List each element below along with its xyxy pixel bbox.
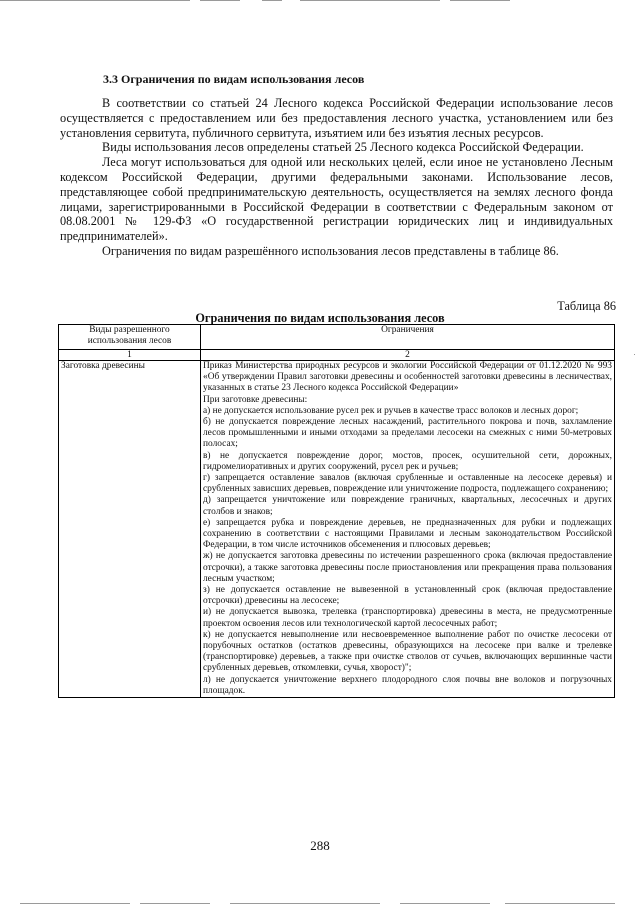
use-type-cell: Заготовка древесины xyxy=(59,361,201,698)
paragraph: Леса могут использоваться для одной или нескольких целей, если иное не установлено Лесным кодексом Российской Федерации, другими федеральными законами. Использование лесов, представляющее собой предпринимательскую деятельность, осуществляется на землях лесного фонда лицами, зарегистрированными в Российской Федерации в соответствии с Федеральным законом от 08.08.2001 № 129-ФЗ «О государственной регистрации юридических лиц и индивидуальных предпринимателей». xyxy=(60,155,613,244)
restriction-item: Приказ Министерства природных ресурсов и экологии Российской Федерации от 01.12.2020 № 993 «Об утверждении Правил заготовки древесины и особенностей заготовки древесины в лесничествах, указанных в статье 23 Лесного кодекса Российской Федерации» xyxy=(203,361,612,394)
paragraph: Виды использования лесов определены статьей 25 Лесного кодекса Российской Федерации. xyxy=(102,140,584,155)
restriction-item: ж) не допускается заготовка древесины по истечении разрешенного срока (включая предоставление отсрочки), а также заготовка древесины после приостановления или прекращения права пользования лесным участком; xyxy=(203,551,612,584)
table-row xyxy=(59,361,615,698)
table-title: Ограничения по видам использования лесов xyxy=(195,311,445,325)
column-number: 2 xyxy=(201,350,615,361)
restriction-item: к) не допускается невыполнение или несвоевременное выполнение работ по очистке лесосеки от порубочных остатков (остатков древесины, образующихся на лесосеке при валке и трелевке (транспортировке) деревьев, а также при очистке стволов от сучьев, включающих вершинные части срубленных деревьев, откомлевки, сучья, хворост)"; xyxy=(203,629,612,674)
restriction-item: г) запрещается оставление завалов (включая срубленные и оставленные на лесосеке деревья) и срубленных зависших деревьев, повреждение или уничтожение подроста, подлежащего сохранению; xyxy=(203,473,612,495)
table-header-row xyxy=(59,325,615,350)
restriction-item: а) не допускается использование русел рек и ручьев в качестве трасс волоков и лесных дорог; xyxy=(203,405,579,416)
restriction-item: и) не допускается вывозка, трелевка (транспортировка) древесины в места, не предусмотренные проектом освоения лесов или технологической картой лесосечных работ; xyxy=(203,607,612,629)
restriction-item: д) запрещается уничтожение или повреждение граничных, квартальных, лесосечных и других столбов и знаков; xyxy=(203,495,612,517)
restriction-item: в) не допускается повреждение дорог, мостов, просек, осушительной сети, дорожных, гидромелиоративных и других сооружений, русел рек и ручьев; xyxy=(203,450,612,472)
paragraph: Ограничения по видам разрешённого использования лесов представлены в таблице 86. xyxy=(102,243,559,258)
table-number-label: Таблица 86 xyxy=(557,299,616,313)
restriction-item: б) не допускается повреждение лесных насаждений, растительного покрова и почв, захламление лесов промышленными и иными отходами за пределами лесосеки на смежных с ними 50-метровых полосах; xyxy=(203,417,612,450)
column-number-row xyxy=(59,350,615,361)
section-heading: 3.3 Ограничения по видам использования лесов xyxy=(103,72,365,86)
restrictions-table xyxy=(58,324,615,698)
column-number: 1 xyxy=(59,350,201,361)
restriction-item: л) не допускается уничтожение верхнего плодородного слоя почвы вне волоков и погрузочных площадок. xyxy=(203,674,612,696)
column-header-use: Виды разрешенного использования лесов xyxy=(59,325,201,350)
restriction-item: е) запрещается рубка и повреждение деревьев, не предназначенных для рубки и подлежащих сохранению в соответствии с настоящими Правилами и лесным законодательством Российской Федерации, в том числе источников обсеменения и плюсовых деревьев; xyxy=(203,517,612,551)
restriction-item: При заготовке древесины: xyxy=(203,394,308,405)
intro-text xyxy=(60,96,613,259)
column-header-restrictions: Ограничения xyxy=(201,325,615,350)
top-scan-edge xyxy=(0,0,640,3)
page-number: 288 xyxy=(310,838,330,853)
scan-margin-mark xyxy=(634,354,635,355)
restrictions-cell xyxy=(201,361,615,698)
paragraph: В соответствии со статьей 24 Лесного кодекса Российской Федерации использование лесов осуществляется с предоставлением или без предоставления лесного участка, установлением или без установления сервитута, публичного сервитута, изъятием или без изъятия лесных ресурсов. xyxy=(60,96,613,140)
restriction-item: з) не допускается оставление не вывезенной в установленный срок (включая предоставление отсрочки) древесины на лесосеке; xyxy=(203,585,612,607)
